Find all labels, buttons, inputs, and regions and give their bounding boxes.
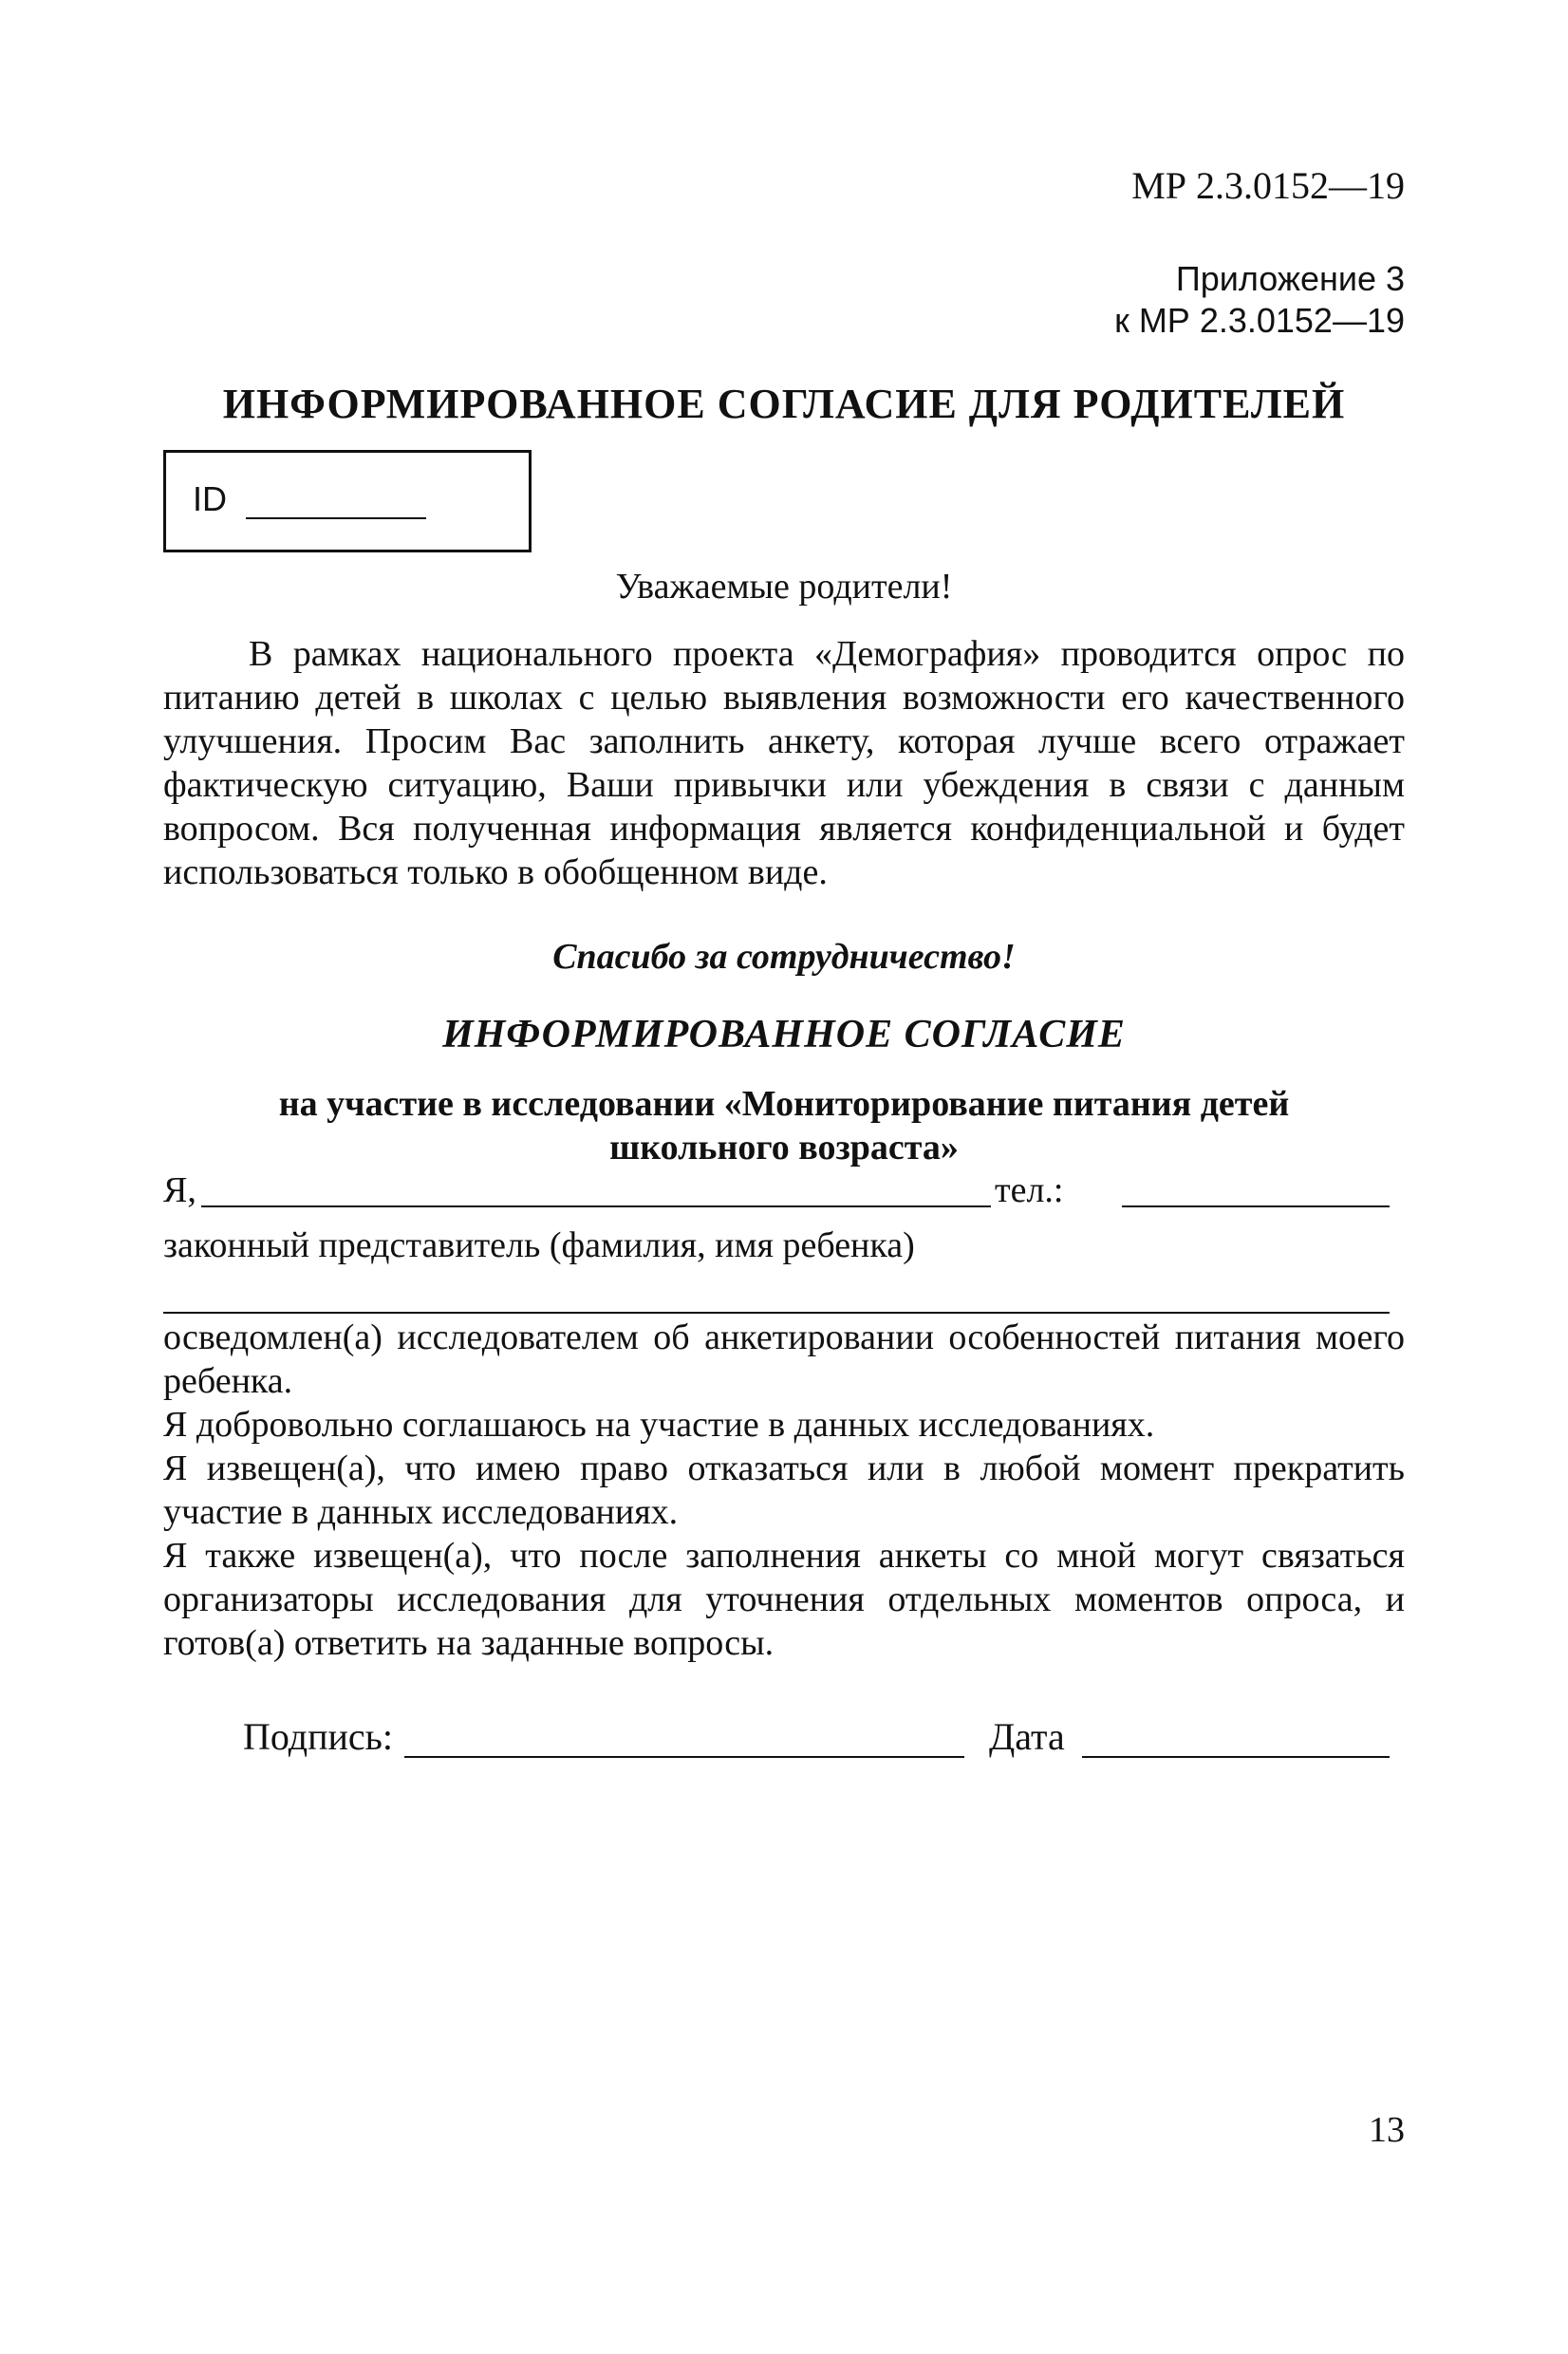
representative-label: законный представитель (фамилия, имя ребенка) [163,1225,915,1265]
id-box [163,450,532,552]
consent-subtitle-line-1: на участие в исследовании «Мониторирование питания детей [278,1084,1290,1124]
greeting: Уважаемые родители! [615,567,953,607]
name-phone-row [163,1169,1405,1215]
appendix-reference [1114,258,1405,342]
id-label: ID [193,479,227,518]
appendix-line-1: Приложение 3 [1175,259,1405,298]
name-input-line[interactable] [201,1205,991,1207]
document-code: МР 2.3.0152—19 [1131,164,1405,207]
child-name-input-line[interactable] [163,1312,1390,1314]
appendix-line-2: к МР 2.3.0152—19 [1114,301,1405,340]
signature-label: Подпись: [243,1715,394,1758]
consent-subtitle [163,1082,1405,1169]
consent-statements [163,1316,1405,1665]
consent-title: ИНФОРМИРОВАННОЕ СОГЛАСИЕ [442,1013,1126,1056]
page-number: 13 [1369,2110,1405,2150]
ya-label: Я, [163,1170,196,1210]
intro-paragraph: В рамках национального проекта «Демография» проводится опрос по питанию детей в школах с целью выявления возможности его качественного улучшения. Просим Вас заполнить анкету, которая лучше всего отражает фактическую ситуацию, Ваши привычки или убеждения в связи с данным вопросом. Вся полученная информация является конфиденциальной и будет использоваться только в обобщенном виде. [163,634,1405,892]
thanks-line: Спасибо за сотрудничество! [552,937,1016,977]
date-label: Дата [989,1715,1065,1758]
statement-1: осведомлен(а) исследователем об анкетировании особенностей питания моего ребенка. [163,1317,1405,1401]
date-input-line[interactable] [1082,1756,1390,1758]
statement-3: Я извещен(а), что имею право отказаться или в любой момент прекратить участие в данных исследованиях. [163,1448,1405,1532]
tel-input-line[interactable] [1122,1205,1390,1207]
page-title: ИНФОРМИРОВАННОЕ СОГЛАСИЕ ДЛЯ РОДИТЕЛЕЙ [222,381,1346,427]
consent-subtitle-line-2: школьного возраста» [609,1128,959,1168]
statement-2: Я добровольно соглашаюсь на участие в данных исследованиях. [163,1405,1155,1445]
signature-row [163,1714,1405,1764]
signature-input-line[interactable] [404,1756,964,1758]
id-input-line[interactable] [246,517,426,519]
statement-4: Я также извещен(а), что после заполнения анкеты со мной могут связаться организаторы исследования для уточнения отдельных моментов опроса, и готов(а) ответить на заданные вопросы. [163,1536,1405,1663]
tel-label: тел.: [995,1170,1064,1210]
